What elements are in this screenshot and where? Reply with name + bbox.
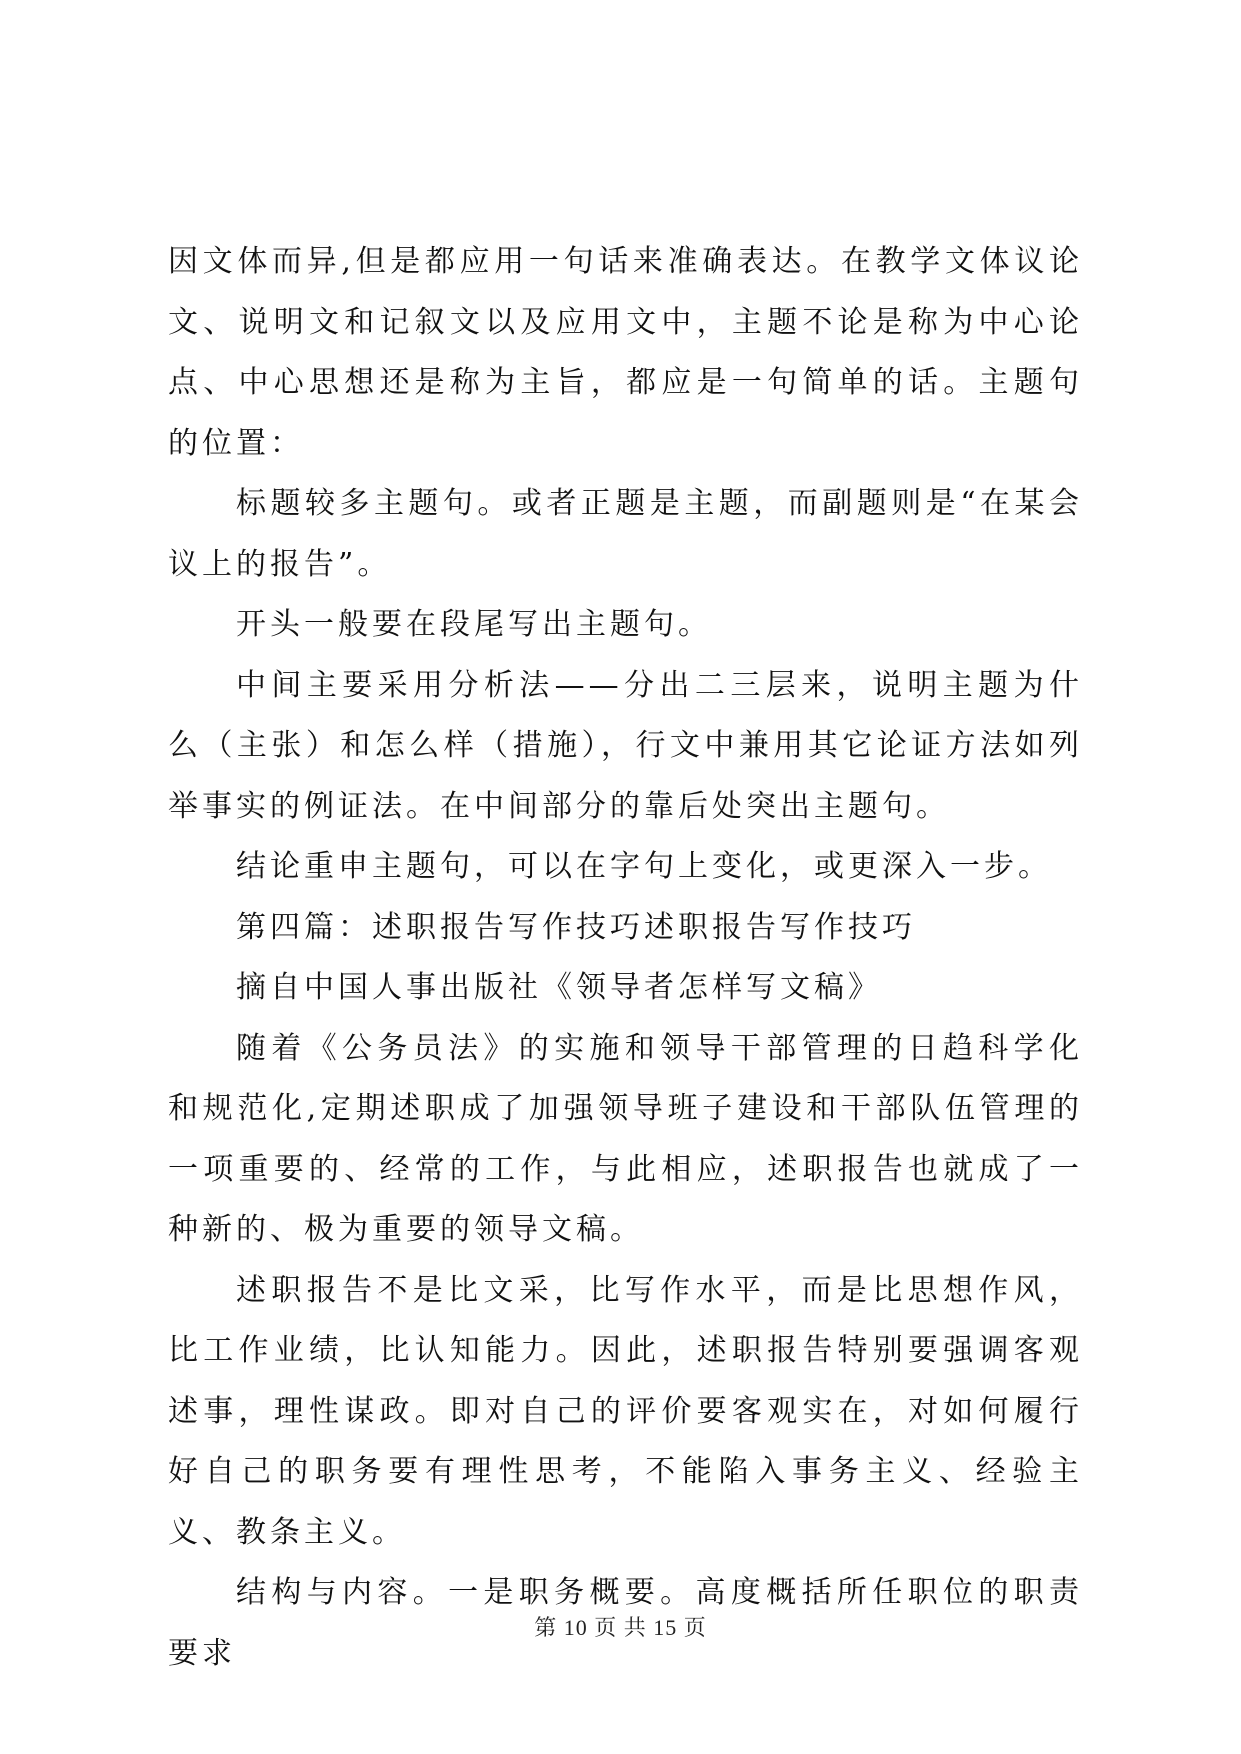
source-line: 摘自中国人事出版社《领导者怎样写文稿》	[236, 970, 882, 1005]
section-heading: 第四篇：述职报告写作技巧述职报告写作技巧	[236, 909, 916, 945]
paragraph: 标题较多主题句。或者正题是主题，而副题则是“在某会议上的报告”。	[168, 486, 1083, 582]
paragraph: 述职报告不是比文采，比写作水平，而是比思想作风，比工作业绩，比认知能力。因此，述职报告特别要强调客观述事，理性谋政。即对自己的评价要客观实在，对如何履行好自己的职务要有理性思考，不能陷入事务主义、经验主义、教条主义。	[168, 1272, 1083, 1550]
paragraph: 因文体而异,但是都应用一句话来准确表达。在教学文体议论文、说明文和记叙文以及应用文中，主题不论是称为中心论点、中心思想还是称为主旨，都应是一句简单的话。主题句的位置：	[168, 244, 1083, 461]
paragraph: 中间主要采用分析法——分出二三层来，说明主题为什么（主张）和怎么样（措施），行文中兼用其它论证方法如列举事实的例证法。在中间部分的靠后处突出主题句。	[168, 667, 1083, 824]
paragraph: 结论重申主题句，可以在字句上变化，或更深入一步。	[236, 849, 1052, 884]
document-body	[168, 232, 1083, 1684]
paragraph: 随着《公务员法》的实施和领导干部管理的日趋科学化和规范化,定期述职成了加强领导班子建设和干部队伍管理的一项重要的、经常的工作，与此相应，述职报告也就成了一种新的、极为重要的领导文稿。	[168, 1030, 1083, 1247]
paragraph: 开头一般要在段尾写出主题句。	[236, 607, 712, 642]
page-footer: 第 10 页 共 15 页	[534, 1615, 707, 1640]
paragraph: 结构与内容。一是职务概要。高度概括所任职位的职责要求	[168, 1575, 1083, 1671]
